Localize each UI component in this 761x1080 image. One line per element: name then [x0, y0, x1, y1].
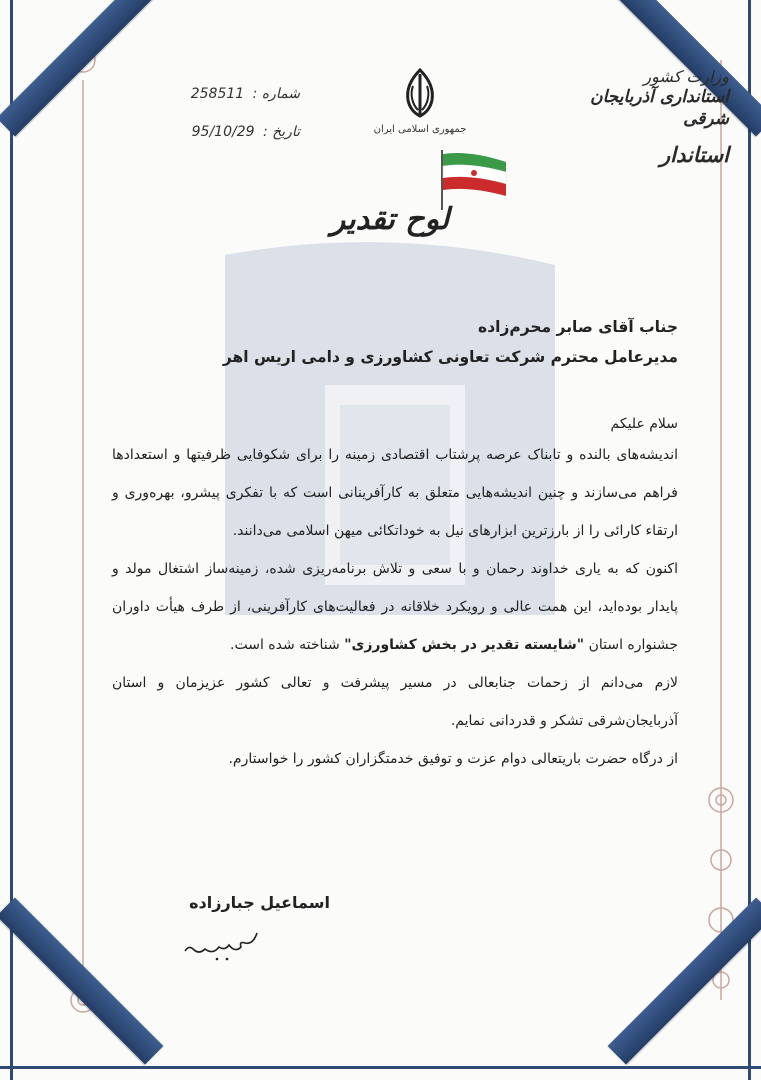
- paragraph-2-part-1: اکنون که به یاری خداوند رحمان و با سعی و تلاش برنامه‌ریزی شده، زمینه‌ساز اشتغال مولد و پایدار بوده‌اید، این همت عالی و رویکرد خلاقانه در فعالیت‌های کارآفرینی، از طرف هیأت داوران جشنواره استان: [112, 561, 678, 653]
- paragraph-2-part-2: شناخته شده است.: [230, 637, 340, 653]
- frame-border-bottom: [0, 1066, 761, 1069]
- issuer-header: [569, 68, 729, 170]
- letter-number: [150, 86, 300, 102]
- handwritten-signature: [175, 925, 265, 965]
- right-ornament-border: [700, 40, 742, 1040]
- emblem-caption: جمهوری اسلامی ایران: [373, 124, 467, 135]
- paragraph-2-highlight: "شایسته تقدیر در بخش کشاورزی": [344, 637, 585, 653]
- paragraph-2: [112, 550, 678, 664]
- paragraph-4: از درگاه حضرت باریتعالی دوام عزت و توفیق خدمتگزاران کشور را خواستارم.: [228, 751, 678, 767]
- left-ornament-border: [62, 40, 104, 1040]
- iran-emblem: [398, 66, 442, 118]
- signer-name: اسماعیل جبارزاده: [189, 893, 330, 912]
- paragraph-3: لازم می‌دانم از زحمات جنابعالی در مسیر پیشرفت و تعالی کشور عزیزمان و استان آذربایجان‌شرقی تشکر و قدردانی نمایم.: [112, 675, 678, 729]
- number-label: شماره :: [252, 86, 300, 102]
- greeting: سلام علیکم: [610, 416, 678, 432]
- ministry-name: وزارت کشور: [643, 67, 729, 86]
- letter-body: [112, 312, 678, 778]
- paragraph-1: اندیشه‌های بالنده و تابناک عرصه پرشتاب اقتصادی زمینه را برای شکوفایی ظرفیتها و استعدادها فراهم می‌سازند و چنین اندیشه‌هایی متعلق به کارآفرینانی است که با تفکری پیشرو، بهره‌وری و ارتقاء کارائی را از بارزترین ابزارهای نیل به خوداتکائی میهن اسلامی می‌دانند.: [112, 447, 678, 539]
- iran-flag: [440, 150, 510, 210]
- letter-date: [150, 124, 300, 140]
- date-value: 95/10/29: [191, 124, 255, 140]
- addressee-position: مدیرعامل محترم شرکت تعاونی کشاورزی و دامی اریس اهر: [222, 348, 678, 366]
- province-office-name: استانداری آذربایجان شرقی: [590, 87, 729, 129]
- number-value: 258511: [190, 86, 245, 102]
- addressee-name: جناب آقای صابر محرم‌زاده: [478, 318, 678, 336]
- certificate-title: لوح تقدیر: [330, 202, 450, 237]
- governor-office-name: استاندار: [659, 142, 729, 167]
- date-label: تاریخ :: [262, 124, 300, 140]
